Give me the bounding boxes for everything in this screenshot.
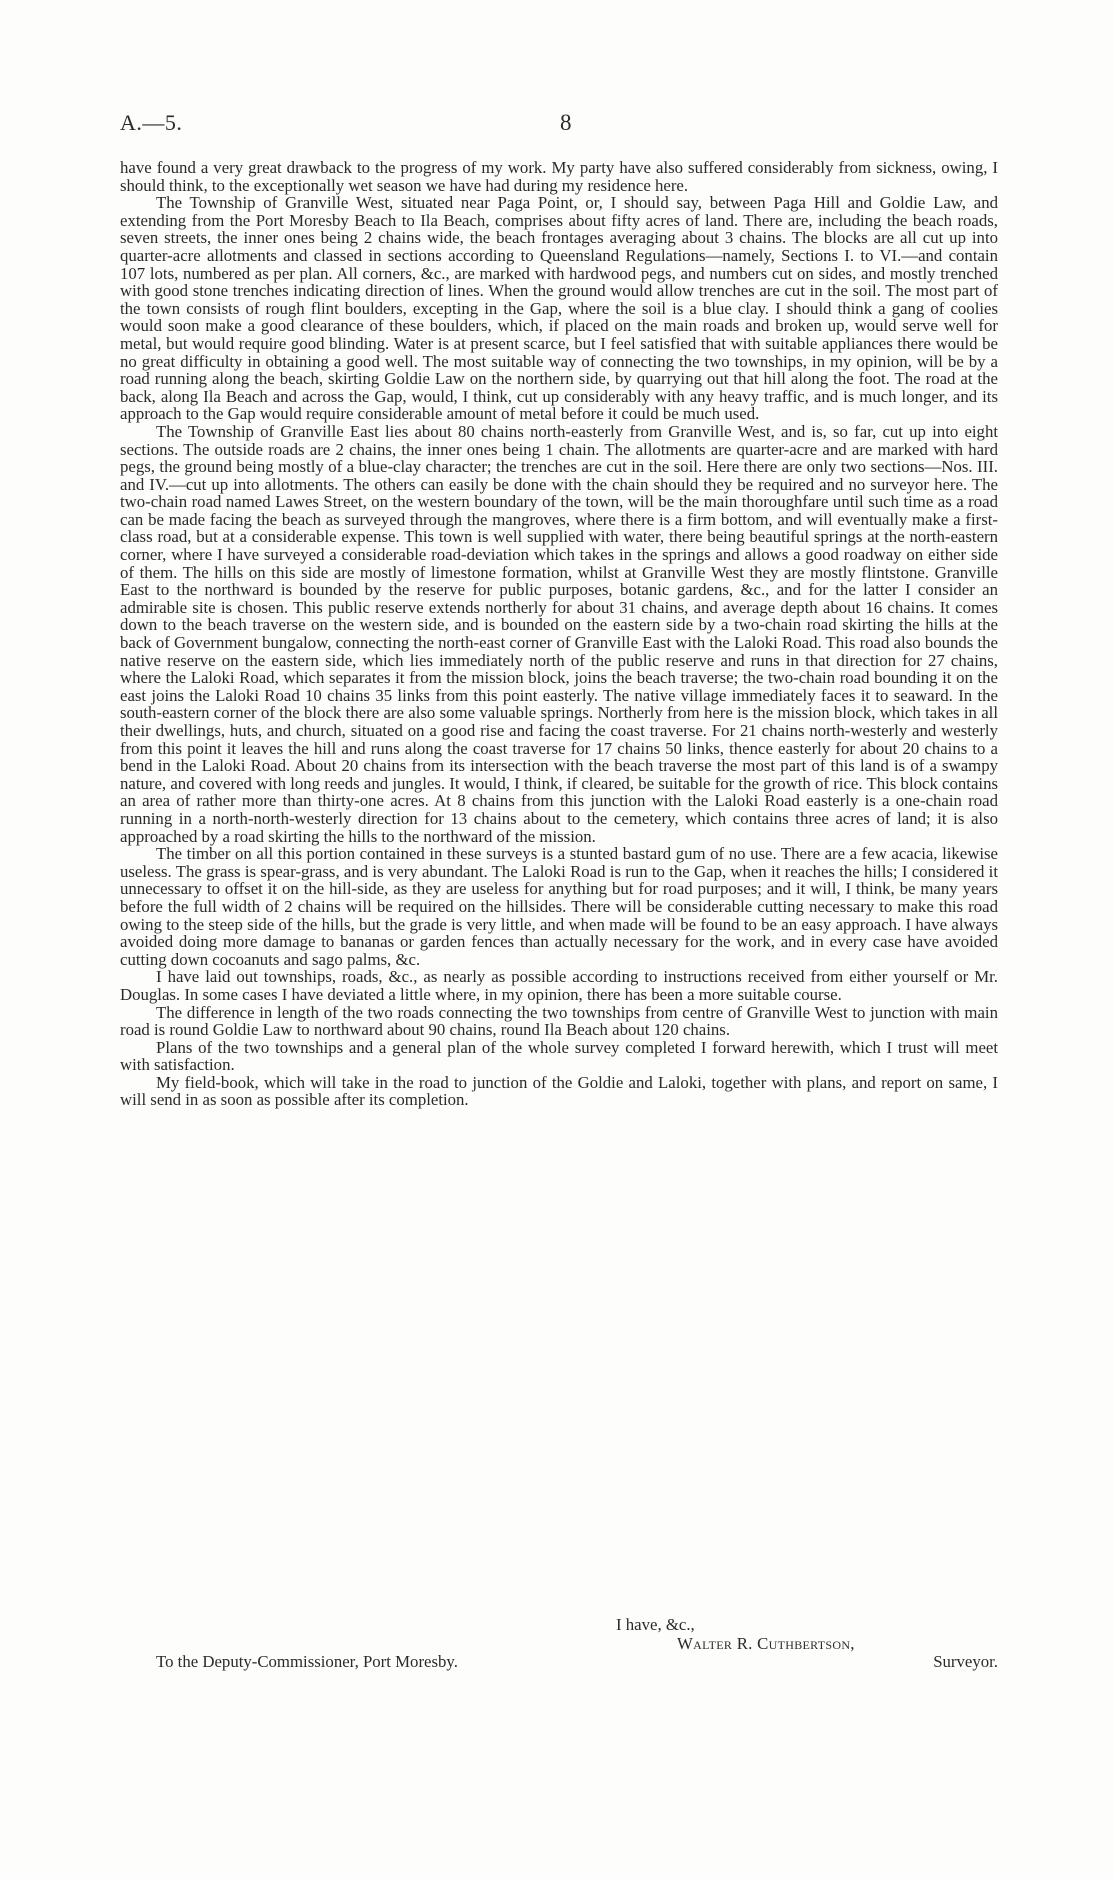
salutation: I have, &c., [616,1615,695,1634]
report-body [120,159,998,1109]
signatory-name: Walter R. Cuthbertson, [677,1633,855,1653]
addressee: To the Deputy-Commissioner, Port Moresby. [156,1652,458,1672]
paragraph-plans: Plans of the two townships and a general plan of the whole survey completed I forward herewith, which I trust will meet with satisfaction. [120,1037,998,1075]
paragraph-timber: The timber on all this portion contained in these surveys is a stunted bastard gum of no use. There are a few acacia, likewise useless. The grass is spear-grass, and is very abundant. The Laloki Road is run to the Gap, when it reaches the hills; I considered it unnecessary to offset it on the hill-side, as they are useless for anything but for road purposes; and it will, I think, be many years before the full width of 2 chains will be required on the hillsides. There will be considerable cutting necessary to make this road owing to the steep side of the hills, but the grade is very little, and when made will be found to be an easy approach. I have always avoided doing more damage to bananas or garden fences than actually necessary for the work, and in every case have avoided cutting down cocoanuts and sago palms, &c. [120,844,998,969]
paragraph-field-book: My field-book, which will take in the road to junction of the Goldie and Laloki, together with plans, and report on same, I will send in as soon as possible after its completion. [120,1072,998,1110]
paragraph-instructions: I have laid out townships, roads, &c., as nearly as possible according to instructions received from either yourself or Mr. Douglas. In some cases I have deviated a little where, in my opinion, there has been a more suitable course. [120,967,998,1004]
paragraph-continuation: have found a very great drawback to the progress of my work. My party have also suffered considerably from sickness, owing, I should think, to the exceptionally wet season we have had during my residence here. [120,158,998,195]
page-header [120,106,998,140]
signatory-title: Surveyor. [933,1652,998,1672]
page-number: 8 [560,110,572,135]
paragraph-granville-east: The Township of Granville East lies about 80 chains north-easterly from Granville West, and is, so far, cut up into eight sections. The outside roads are 2 chains, the inner ones being 1 chain. The allotments are quarter-acre and are marked with hard pegs, the ground being mostly of a blue-clay character; the trenches are cut in the soil. Here there are only two sections—Nos. III. and IV.—cut up into allotments. The others can easily be done with the chain should they be required and no surveyor here. The two-chain road named Lawes Street, on the western boundary of the town, will be the main thoroughfare until such time as a road can be made facing the beach as surveyed through the mangroves, where there is a firm bottom, and will eventually make a first-class road, but at a considerable expense. This town is well supplied with water, there being beautiful springs at the north-eastern corner, where I have surveyed a considerable road-deviation which takes in the springs and allows a good roadway on either side of them. The hills on this side are mostly of limestone formation, whilst at Granville West they are mostly flintstone. Granville East to the northward is bounded by the reserve for public purposes, botanic gardens, &c., and for the latter I consider an admirable site is chosen. This public reserve extends northerly for about 31 chains, and average depth about 16 chains. It comes down to the beach traverse on the western side, and is bounded on the eastern side by a two-chain road skirting the hills at the back of Government bungalow, connecting the north-east corner of Granville East with the Laloki Road. This road also bounds the native reserve on the eastern side, which lies immediately north of the public reserve and runs in that direction for 27 chains, where the Laloki Road, which separates it from the mission block, joins the beach traverse; the two-chain road bounding it on the east joins the Laloki Road 10 chains 35 links from this point easterly. The native village immediately faces it to seaward. In the south-eastern corner of the block there are also some valuable springs. Northerly from here is the mission block, which takes in all their dwellings, huts, and church, situated on a good rise and facing the coast traverse. For 21 chains north-westerly and westerly from this point it leaves the hill and runs along the coast traverse for 17 chains 50 links, thence easterly for about 20 chains to a bend in the Laloki Road. About 20 chains from its intersection with the beach traverse the most part of this land is of a swampy nature, and covered with long reeds and jungles. It would, I think, if cleared, be suitable for the growth of rice. This block contains an area of rather more than thirty-one acres. At 8 chains from this junction with the Laloki Road easterly is a one-chain road running in a north-north-westerly direction for 13 chains about to the cemetery, which contains three acres of land; it is also approached by a road skirting the hills to the northward of the mission. [120,421,998,846]
document-reference: A.—5. [120,110,183,135]
paragraph-road-lengths: The difference in length of the two roads connecting the two townships from centre of Granville West to junction with main road is round Goldie Law to northward about 90 chains, round Ila Beach about 120 chains. [120,1002,998,1040]
letter-closing [120,1616,998,1672]
paragraph-granville-west: The Township of Granville West, situated near Paga Point, or, I should say, between Paga Hill and Goldie Law, and extending from the Port Moresby Beach to Ila Beach, comprises about fifty acres of land. There are, including the beach roads, seven streets, the inner ones being 2 chains wide, the beach frontages averaging about 3 chains. The blocks are all cut up into quarter-acre allotments and classed in sections according to Queensland Regulations—namely, Sections I. to VI.—and contain 107 lots, numbered as per plan. All corners, &c., are marked with hardwood pegs, and numbers cut on sides, and mostly trenched with good stone trenches indicating direction of lines. When the ground would allow trenches are cut in the soil. The most part of the town consists of rough flint boulders, excepting in the Gap, where the soil is a blue clay. I should think a gang of coolies would soon make a good clearance of these boulders, which, if placed on the main roads and broken up, would serve well for metal, but would require good blinding. Water is at present scarce, but I feel satisfied that with suitable appliances there would be no great difficulty in obtaining a good well. The most suitable way of connecting the two townships, in my opinion, will be by a road running along the beach, skirting Goldie Law on the northern side, by quarrying out that hill along the foot. The road at the back, along Ila Beach and across the Gap, would, I think, cut up considerably with any heavy traffic, and is much longer, and its approach to the Gap would require considerable amount of metal before it could be much used. [120,193,998,424]
